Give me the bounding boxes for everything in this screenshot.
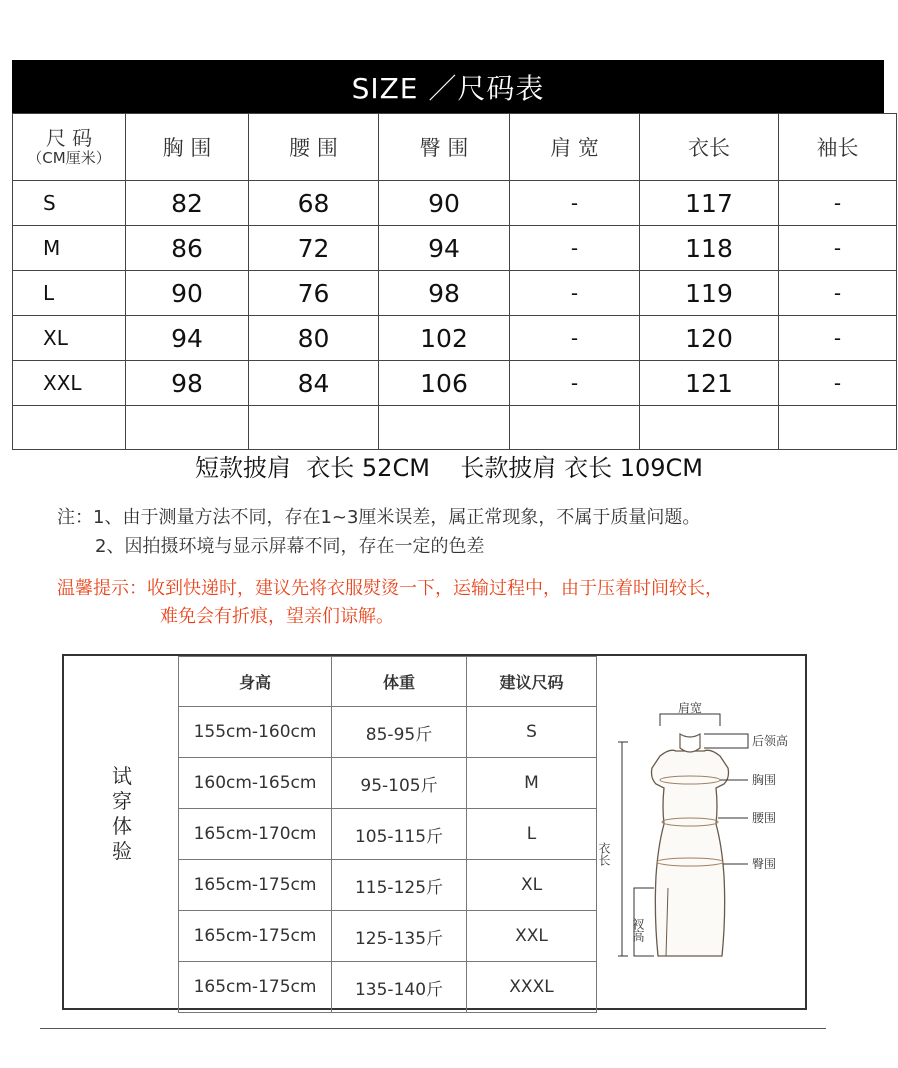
tryon-label: 试穿体验 (112, 764, 132, 863)
header-size (13, 114, 126, 181)
cell-size: XXXL (467, 962, 597, 1013)
cell-weight: 125-135斤 (332, 911, 467, 962)
cell-shoulder: - (510, 226, 640, 271)
cell-waist: 80 (249, 316, 379, 361)
cell-sleeve: - (779, 361, 897, 406)
cell-size: M (467, 758, 597, 809)
size-chart-header-row (13, 114, 897, 181)
qipao-illustration (598, 656, 805, 1008)
cell-sleeve: - (779, 181, 897, 226)
note-measurement: 注：1、由于测量方法不同，存在1~3厘米误差，属正常现象，不属于质量问题。 (57, 507, 701, 528)
cell-size: S (467, 707, 597, 758)
cell-size: L (13, 271, 126, 316)
header-length: 衣长 (640, 114, 779, 181)
empty-cell (13, 406, 126, 450)
cell-sleeve: - (779, 226, 897, 271)
empty-cell (379, 406, 510, 450)
cell-height: 165cm-175cm (179, 860, 332, 911)
cell-length: 121 (640, 361, 779, 406)
back-collar-bracket (704, 734, 748, 748)
empty-cell (126, 406, 249, 450)
size-chart-title: SIZE ／尺码表 (12, 60, 884, 113)
table-row (179, 809, 597, 860)
header-waist: 腰 围 (249, 114, 379, 181)
cell-hip: 102 (379, 316, 510, 361)
cell-length: 119 (640, 271, 779, 316)
cell-hip: 106 (379, 361, 510, 406)
cell-weight: 95-105斤 (332, 758, 467, 809)
cell-shoulder: - (510, 361, 640, 406)
bottom-divider (40, 1028, 826, 1029)
cell-weight: 135-140斤 (332, 962, 467, 1013)
cell-sleeve: - (779, 316, 897, 361)
waist-label: 腰围 (752, 811, 777, 825)
cell-waist: 76 (249, 271, 379, 316)
cell-size: XL (13, 316, 126, 361)
header-recommended-size: 建议尺码 (467, 657, 597, 707)
table-row (179, 911, 597, 962)
header-weight: 体重 (332, 657, 467, 707)
empty-cell (779, 406, 897, 450)
table-row (13, 226, 897, 271)
header-chest: 胸 围 (126, 114, 249, 181)
table-row (179, 962, 597, 1013)
fit-header-row (179, 657, 597, 707)
length-label: 衣长 (598, 842, 611, 866)
cell-size: S (13, 181, 126, 226)
cell-chest: 94 (126, 316, 249, 361)
table-row (179, 860, 597, 911)
header-hip: 臀 围 (379, 114, 510, 181)
cell-height: 155cm-160cm (179, 707, 332, 758)
cell-height: 160cm-165cm (179, 758, 332, 809)
table-row (179, 758, 597, 809)
cell-size: XXL (467, 911, 597, 962)
cell-sleeve: - (779, 271, 897, 316)
header-size-label: 尺 码 (45, 126, 93, 150)
size-chart-table (12, 113, 897, 450)
cell-weight: 85-95斤 (332, 707, 467, 758)
cell-hip: 90 (379, 181, 510, 226)
tryon-panel (62, 654, 807, 1010)
qipao-measurement-diagram (598, 656, 805, 1008)
qipao-collar (680, 734, 700, 752)
cell-hip: 94 (379, 226, 510, 271)
cell-height: 165cm-175cm (179, 962, 332, 1013)
note-color: 2、因拍摄环境与显示屏幕不同，存在一定的色差 (95, 536, 485, 557)
header-sleeve: 袖长 (779, 114, 897, 181)
qipao-outline (652, 750, 729, 956)
shoulder-label: 肩宽 (677, 701, 703, 715)
cell-length: 118 (640, 226, 779, 271)
cell-waist: 72 (249, 226, 379, 271)
cell-height: 165cm-175cm (179, 911, 332, 962)
header-shoulder: 肩 宽 (510, 114, 640, 181)
table-row (13, 316, 897, 361)
cape-length-note: 短款披肩 衣长 52CM 长款披肩 衣长 109CM (195, 454, 703, 482)
cell-chest: 82 (126, 181, 249, 226)
empty-cell (510, 406, 640, 450)
cell-shoulder: - (510, 316, 640, 361)
table-row (13, 181, 897, 226)
table-row (13, 271, 897, 316)
hip-label: 臀围 (752, 857, 777, 871)
tip-line-1: 温馨提示：收到快递时，建议先将衣服熨烫一下，运输过程中，由于压着时间较长， (57, 578, 723, 599)
cell-shoulder: - (510, 271, 640, 316)
empty-cell (249, 406, 379, 450)
shoulder-bracket (660, 714, 720, 726)
back-collar-label: 后领高 (752, 734, 789, 748)
cell-length: 120 (640, 316, 779, 361)
cell-size: L (467, 809, 597, 860)
cell-hip: 98 (379, 271, 510, 316)
cell-weight: 115-125斤 (332, 860, 467, 911)
cell-size: M (13, 226, 126, 271)
fit-table (178, 656, 597, 1013)
tip-line-2: 难免会有折痕，望亲们谅解。 (160, 606, 394, 627)
chest-label: 胸围 (752, 773, 777, 787)
cell-shoulder: - (510, 181, 640, 226)
cell-waist: 84 (249, 361, 379, 406)
cell-chest: 86 (126, 226, 249, 271)
slit-label: 衩高 (631, 918, 645, 942)
header-height: 身高 (179, 657, 332, 707)
cell-waist: 68 (249, 181, 379, 226)
cell-size: XXL (13, 361, 126, 406)
table-row (179, 707, 597, 758)
table-row-empty (13, 406, 897, 450)
cell-size: XL (467, 860, 597, 911)
cell-chest: 98 (126, 361, 249, 406)
cell-length: 117 (640, 181, 779, 226)
table-row (13, 361, 897, 406)
header-size-unit: （CM厘米） (27, 149, 111, 167)
empty-cell (640, 406, 779, 450)
cell-height: 165cm-170cm (179, 809, 332, 860)
cell-chest: 90 (126, 271, 249, 316)
cell-weight: 105-115斤 (332, 809, 467, 860)
